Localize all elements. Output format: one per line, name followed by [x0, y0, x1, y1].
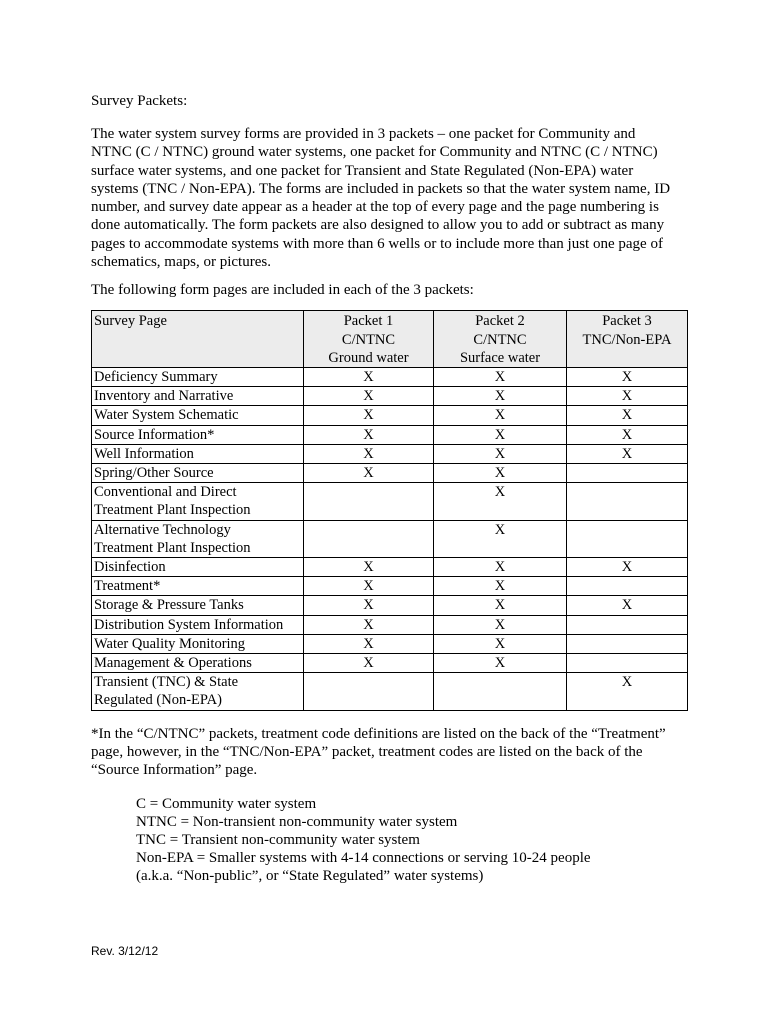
- packet-1-mark: X: [304, 558, 434, 577]
- definition-non-epa: Non-EPA = Smaller systems with 4-14 connections or serving 10-24 people: [136, 849, 591, 866]
- header-packet-1: Packet 1 C/NTNC Ground water: [304, 311, 434, 368]
- survey-page-name: Source Information*: [92, 425, 304, 444]
- definition-non-epa-aka: (a.k.a. “Non-public”, or “State Regulated” water systems): [136, 867, 484, 884]
- table-row: [92, 634, 688, 653]
- packet-2-mark: X: [434, 577, 567, 596]
- header-packet-2: Packet 2 C/NTNC Surface water: [434, 311, 567, 368]
- definition-c: C = Community water system: [136, 795, 317, 812]
- packet-3-mark: [567, 483, 688, 520]
- packet-1-mark: X: [304, 615, 434, 634]
- packet-1-mark: [304, 483, 434, 520]
- packet-1-mark: X: [304, 425, 434, 444]
- table-row: [92, 673, 688, 710]
- packet-3-mark: X: [567, 444, 688, 463]
- packet-1-mark: X: [304, 387, 434, 406]
- table-row: [92, 367, 688, 386]
- packet-3-mark: [567, 654, 688, 673]
- table-row: [92, 577, 688, 596]
- survey-page-name: Transient (TNC) & State Regulated (Non-EPA): [92, 673, 304, 710]
- packet-3-mark: X: [567, 558, 688, 577]
- packet-3-mark: X: [567, 387, 688, 406]
- survey-page-name: Management & Operations: [92, 654, 304, 673]
- packet-2-mark: X: [434, 483, 567, 520]
- survey-page-name: Inventory and Narrative: [92, 387, 304, 406]
- document-page: [91, 92, 691, 885]
- table-row: [92, 520, 688, 557]
- survey-page-name: Disinfection: [92, 558, 304, 577]
- packet-2-mark: X: [434, 444, 567, 463]
- packet-3-mark: [567, 615, 688, 634]
- table-row: [92, 387, 688, 406]
- packet-2-mark: X: [434, 596, 567, 615]
- survey-page-name: Spring/Other Source: [92, 464, 304, 483]
- packet-1-mark: X: [304, 577, 434, 596]
- table-row: [92, 464, 688, 483]
- packet-3-mark: X: [567, 596, 688, 615]
- header-survey-page: Survey Page: [92, 311, 304, 368]
- packet-1-mark: X: [304, 464, 434, 483]
- table-lead-sentence: The following form pages are included in each of the 3 packets:: [91, 282, 474, 299]
- packet-2-mark: X: [434, 615, 567, 634]
- packet-2-mark: X: [434, 558, 567, 577]
- treatment-code-note: *In the “C/NTNC” packets, treatment code definitions are listed on the back of the “Treatment” page, however, in the “TNC/Non-EPA” packet, treatment codes are listed on the back of the “Source Information” page.: [91, 725, 666, 779]
- survey-page-name: Deficiency Summary: [92, 367, 304, 386]
- survey-pages-table: [91, 310, 688, 710]
- definition-tnc: TNC = Transient non-community water system: [136, 831, 420, 848]
- packet-3-mark: [567, 464, 688, 483]
- table-row: [92, 615, 688, 634]
- table-row: [92, 558, 688, 577]
- packet-2-mark: X: [434, 464, 567, 483]
- intro-paragraph: The water system survey forms are provided in 3 packets – one packet for Community and NTNC (C / NTNC) ground water systems, one packet for Community and NTNC (C / NTNC) surface water systems, and one packet for Transient and State Regulated (Non-EPA) water systems (TNC / Non-EPA). The forms are included in packets so that the water system name, ID number, and survey date appear as a header at the top of every page and the page numbering is done automatically. The form packets are also designed to allow you to add or subtract as many pages to accommodate systems with more than 6 wells or to include more than just one page of schematics, maps, or pictures.: [91, 126, 671, 271]
- table-row: [92, 596, 688, 615]
- packet-2-mark: X: [434, 406, 567, 425]
- packet-1-mark: [304, 673, 434, 710]
- definition-ntnc: NTNC = Non-transient non-community water system: [136, 813, 458, 830]
- packet-3-mark: X: [567, 406, 688, 425]
- packet-1-mark: X: [304, 634, 434, 653]
- survey-page-name: Water System Schematic: [92, 406, 304, 425]
- table-row: [92, 483, 688, 520]
- packet-3-mark: X: [567, 673, 688, 710]
- packet-1-mark: [304, 520, 434, 557]
- survey-page-name: Distribution System Information: [92, 615, 304, 634]
- packet-1-mark: X: [304, 654, 434, 673]
- survey-page-name: Storage & Pressure Tanks: [92, 596, 304, 615]
- packet-2-mark: [434, 673, 567, 710]
- table-row: [92, 406, 688, 425]
- table-body: [92, 367, 688, 710]
- survey-page-name: Alternative Technology Treatment Plant Inspection: [92, 520, 304, 557]
- packet-2-mark: X: [434, 425, 567, 444]
- abbreviation-definitions: [136, 795, 691, 885]
- packet-2-mark: X: [434, 387, 567, 406]
- packet-1-mark: X: [304, 406, 434, 425]
- survey-page-name: Conventional and Direct Treatment Plant Inspection: [92, 483, 304, 520]
- packet-2-mark: X: [434, 367, 567, 386]
- packet-3-mark: [567, 634, 688, 653]
- packet-3-mark: X: [567, 425, 688, 444]
- survey-page-name: Water Quality Monitoring: [92, 634, 304, 653]
- packet-2-mark: X: [434, 634, 567, 653]
- packet-3-mark: [567, 577, 688, 596]
- revision-footer: Rev. 3/12/12: [91, 944, 159, 958]
- packet-3-mark: X: [567, 367, 688, 386]
- table-row: [92, 444, 688, 463]
- header-packet-3: Packet 3 TNC/Non-EPA: [567, 311, 688, 368]
- packet-2-mark: X: [434, 520, 567, 557]
- section-heading: Survey Packets:: [91, 93, 188, 109]
- table-row: [92, 654, 688, 673]
- survey-page-name: Well Information: [92, 444, 304, 463]
- table-header-row: [92, 311, 688, 368]
- packet-3-mark: [567, 520, 688, 557]
- survey-page-name: Treatment*: [92, 577, 304, 596]
- packet-1-mark: X: [304, 596, 434, 615]
- table-row: [92, 425, 688, 444]
- packet-1-mark: X: [304, 367, 434, 386]
- packet-1-mark: X: [304, 444, 434, 463]
- packet-2-mark: X: [434, 654, 567, 673]
